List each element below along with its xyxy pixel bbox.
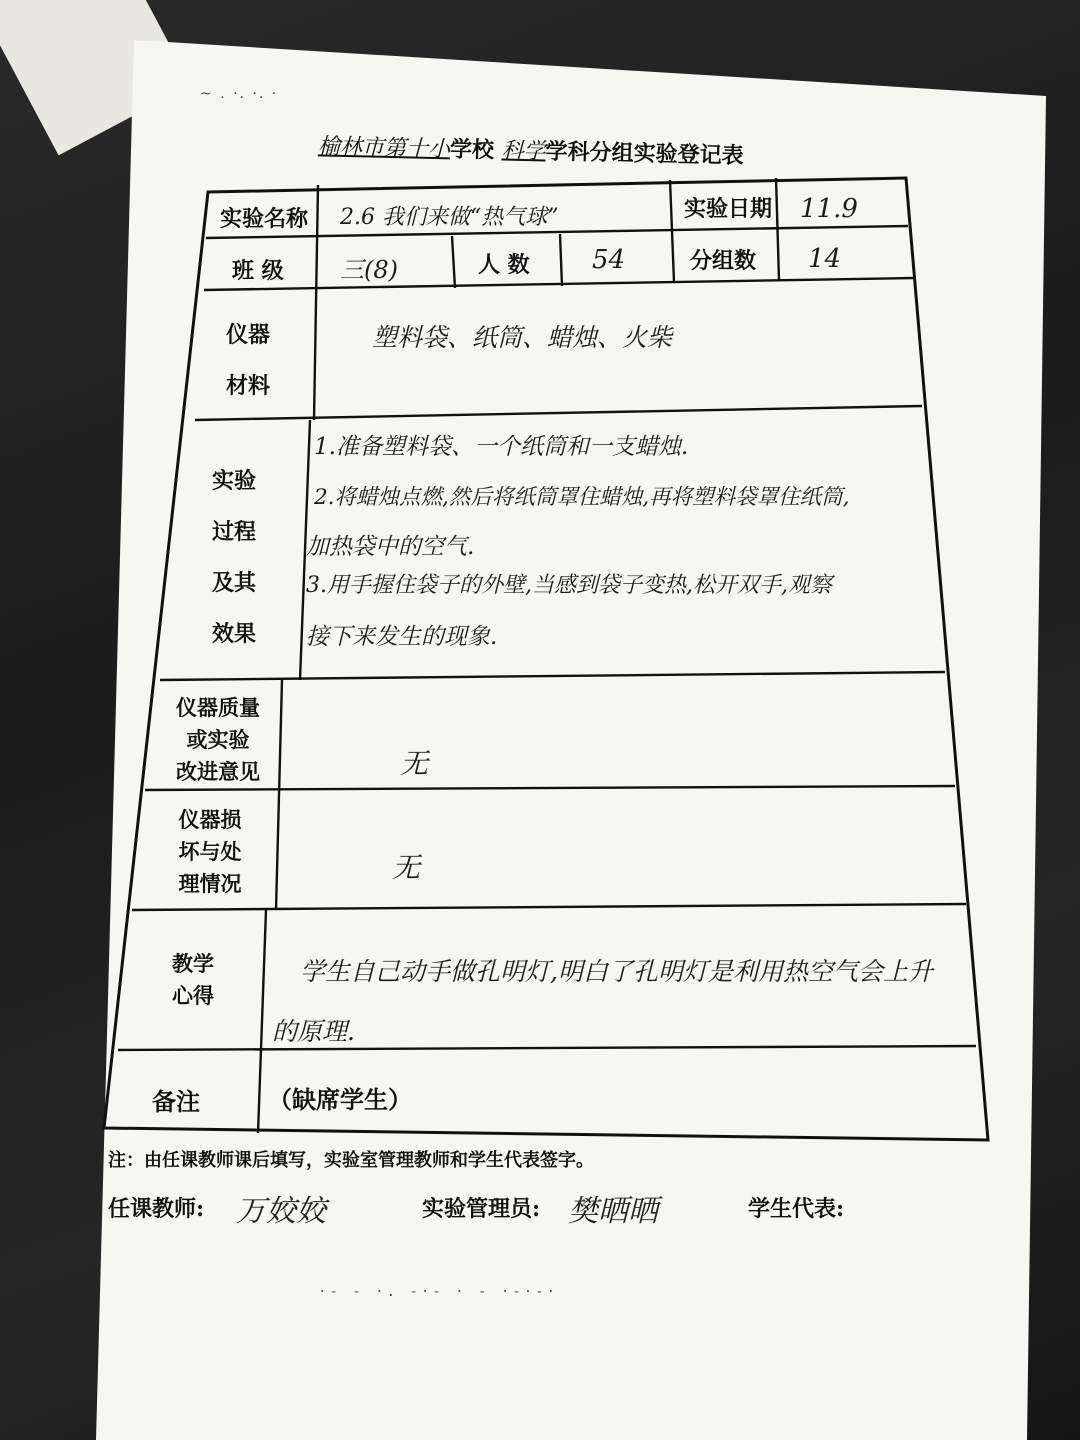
damage-value: 无 (392, 851, 421, 884)
row-line-2 (204, 278, 913, 290)
teaching-label (148, 948, 238, 1012)
process-label-line: 效果 (212, 621, 257, 647)
header-mark: ~ . ·. ·. · (200, 86, 279, 102)
experiment-date-label: 实验日期 (684, 196, 773, 222)
damage-label-line: 理情况 (178, 871, 242, 896)
school-name: 榆林市第十小 (317, 134, 451, 163)
teaching-line: 学生自己动手做孔明灯,明白了孔明灯是利用热空气会上升 (300, 957, 933, 986)
materials-label (226, 318, 270, 400)
bottom-smudge: ·- - ·. -·- · - ·-·-· (318, 1284, 559, 1300)
process-line: 2.将蜡烛点燃,然后将纸筒罩住蜡烛,再将塑料袋罩住纸筒, (314, 485, 850, 510)
teaching-label-line: 教学 (172, 951, 214, 976)
quality-label (158, 692, 278, 788)
damage-label-line: 仪器损 (178, 807, 242, 832)
title-rest: 学科分组实验登记表 (545, 138, 744, 169)
damage-label-line: 坏与处 (178, 839, 242, 864)
materials-value: 塑料袋、纸筒、蜡烛、火柴 (372, 323, 673, 352)
teacher-label: 任课教师: (108, 1196, 205, 1222)
remarks-label: 备注 (152, 1087, 200, 1116)
process-line: 3.用手握住袋子的外壁,当感到袋子变热,松开双手,观察 (306, 573, 832, 598)
process-line: 1.准备塑料袋、一个纸筒和一支蜡烛. (314, 434, 689, 460)
experiment-name-value: 2.6 我们来做“热气球” (340, 205, 559, 230)
admin-label: 实验管理员: (422, 1196, 541, 1222)
quality-label-line: 或实验 (186, 727, 250, 752)
teaching-line: 的原理. (272, 1017, 355, 1046)
people-value-left (560, 234, 562, 286)
class-value: 三(8) (340, 256, 398, 284)
label-col-line-bottom (258, 910, 266, 1133)
admin-signature: 樊晒晒 (568, 1194, 658, 1229)
process-label-line: 实验 (212, 468, 257, 494)
people-value: 54 (592, 245, 626, 275)
quality-label-line: 仪器质量 (176, 695, 260, 720)
school-suffix: 学校 (449, 136, 495, 164)
row-line-3 (195, 406, 922, 420)
people-label: 人 数 (478, 252, 530, 278)
process-line: 接下来发生的现象. (306, 624, 498, 650)
process-label-line: 及其 (212, 570, 257, 596)
process-label (212, 464, 256, 648)
materials-label-line: 仪器 (226, 322, 271, 348)
teaching-label-line: 心得 (172, 983, 214, 1008)
process-line: 加热袋中的空气. (306, 534, 475, 560)
people-label-left (452, 236, 455, 288)
groups-value: 14 (808, 244, 842, 274)
experiment-date-value: 11.9 (800, 194, 858, 224)
row-line-4 (160, 672, 945, 680)
process-label-line: 过程 (212, 519, 257, 545)
class-label: 班 级 (232, 258, 284, 284)
materials-label-line: 材料 (226, 373, 271, 399)
quality-label-line: 改进意见 (176, 759, 260, 784)
row-line-7 (118, 1046, 976, 1050)
row-line-6 (132, 904, 966, 910)
damage-label (150, 804, 270, 900)
footer-note: 注：由任课教师课后填写，实验室管理教师和学生代表签字。 (108, 1150, 594, 1171)
quality-value: 无 (400, 747, 429, 780)
label-col-line-top (314, 185, 318, 420)
subject-name: 科学 (501, 138, 546, 165)
groups-label: 分组数 (690, 248, 757, 274)
experiment-name-label: 实验名称 (220, 206, 309, 232)
date-value-left (776, 178, 779, 280)
student-rep-label: 学生代表: (748, 1196, 845, 1222)
remarks-value: （缺席学生） (268, 1085, 412, 1114)
teacher-signature: 万姣姣 (236, 1194, 326, 1229)
